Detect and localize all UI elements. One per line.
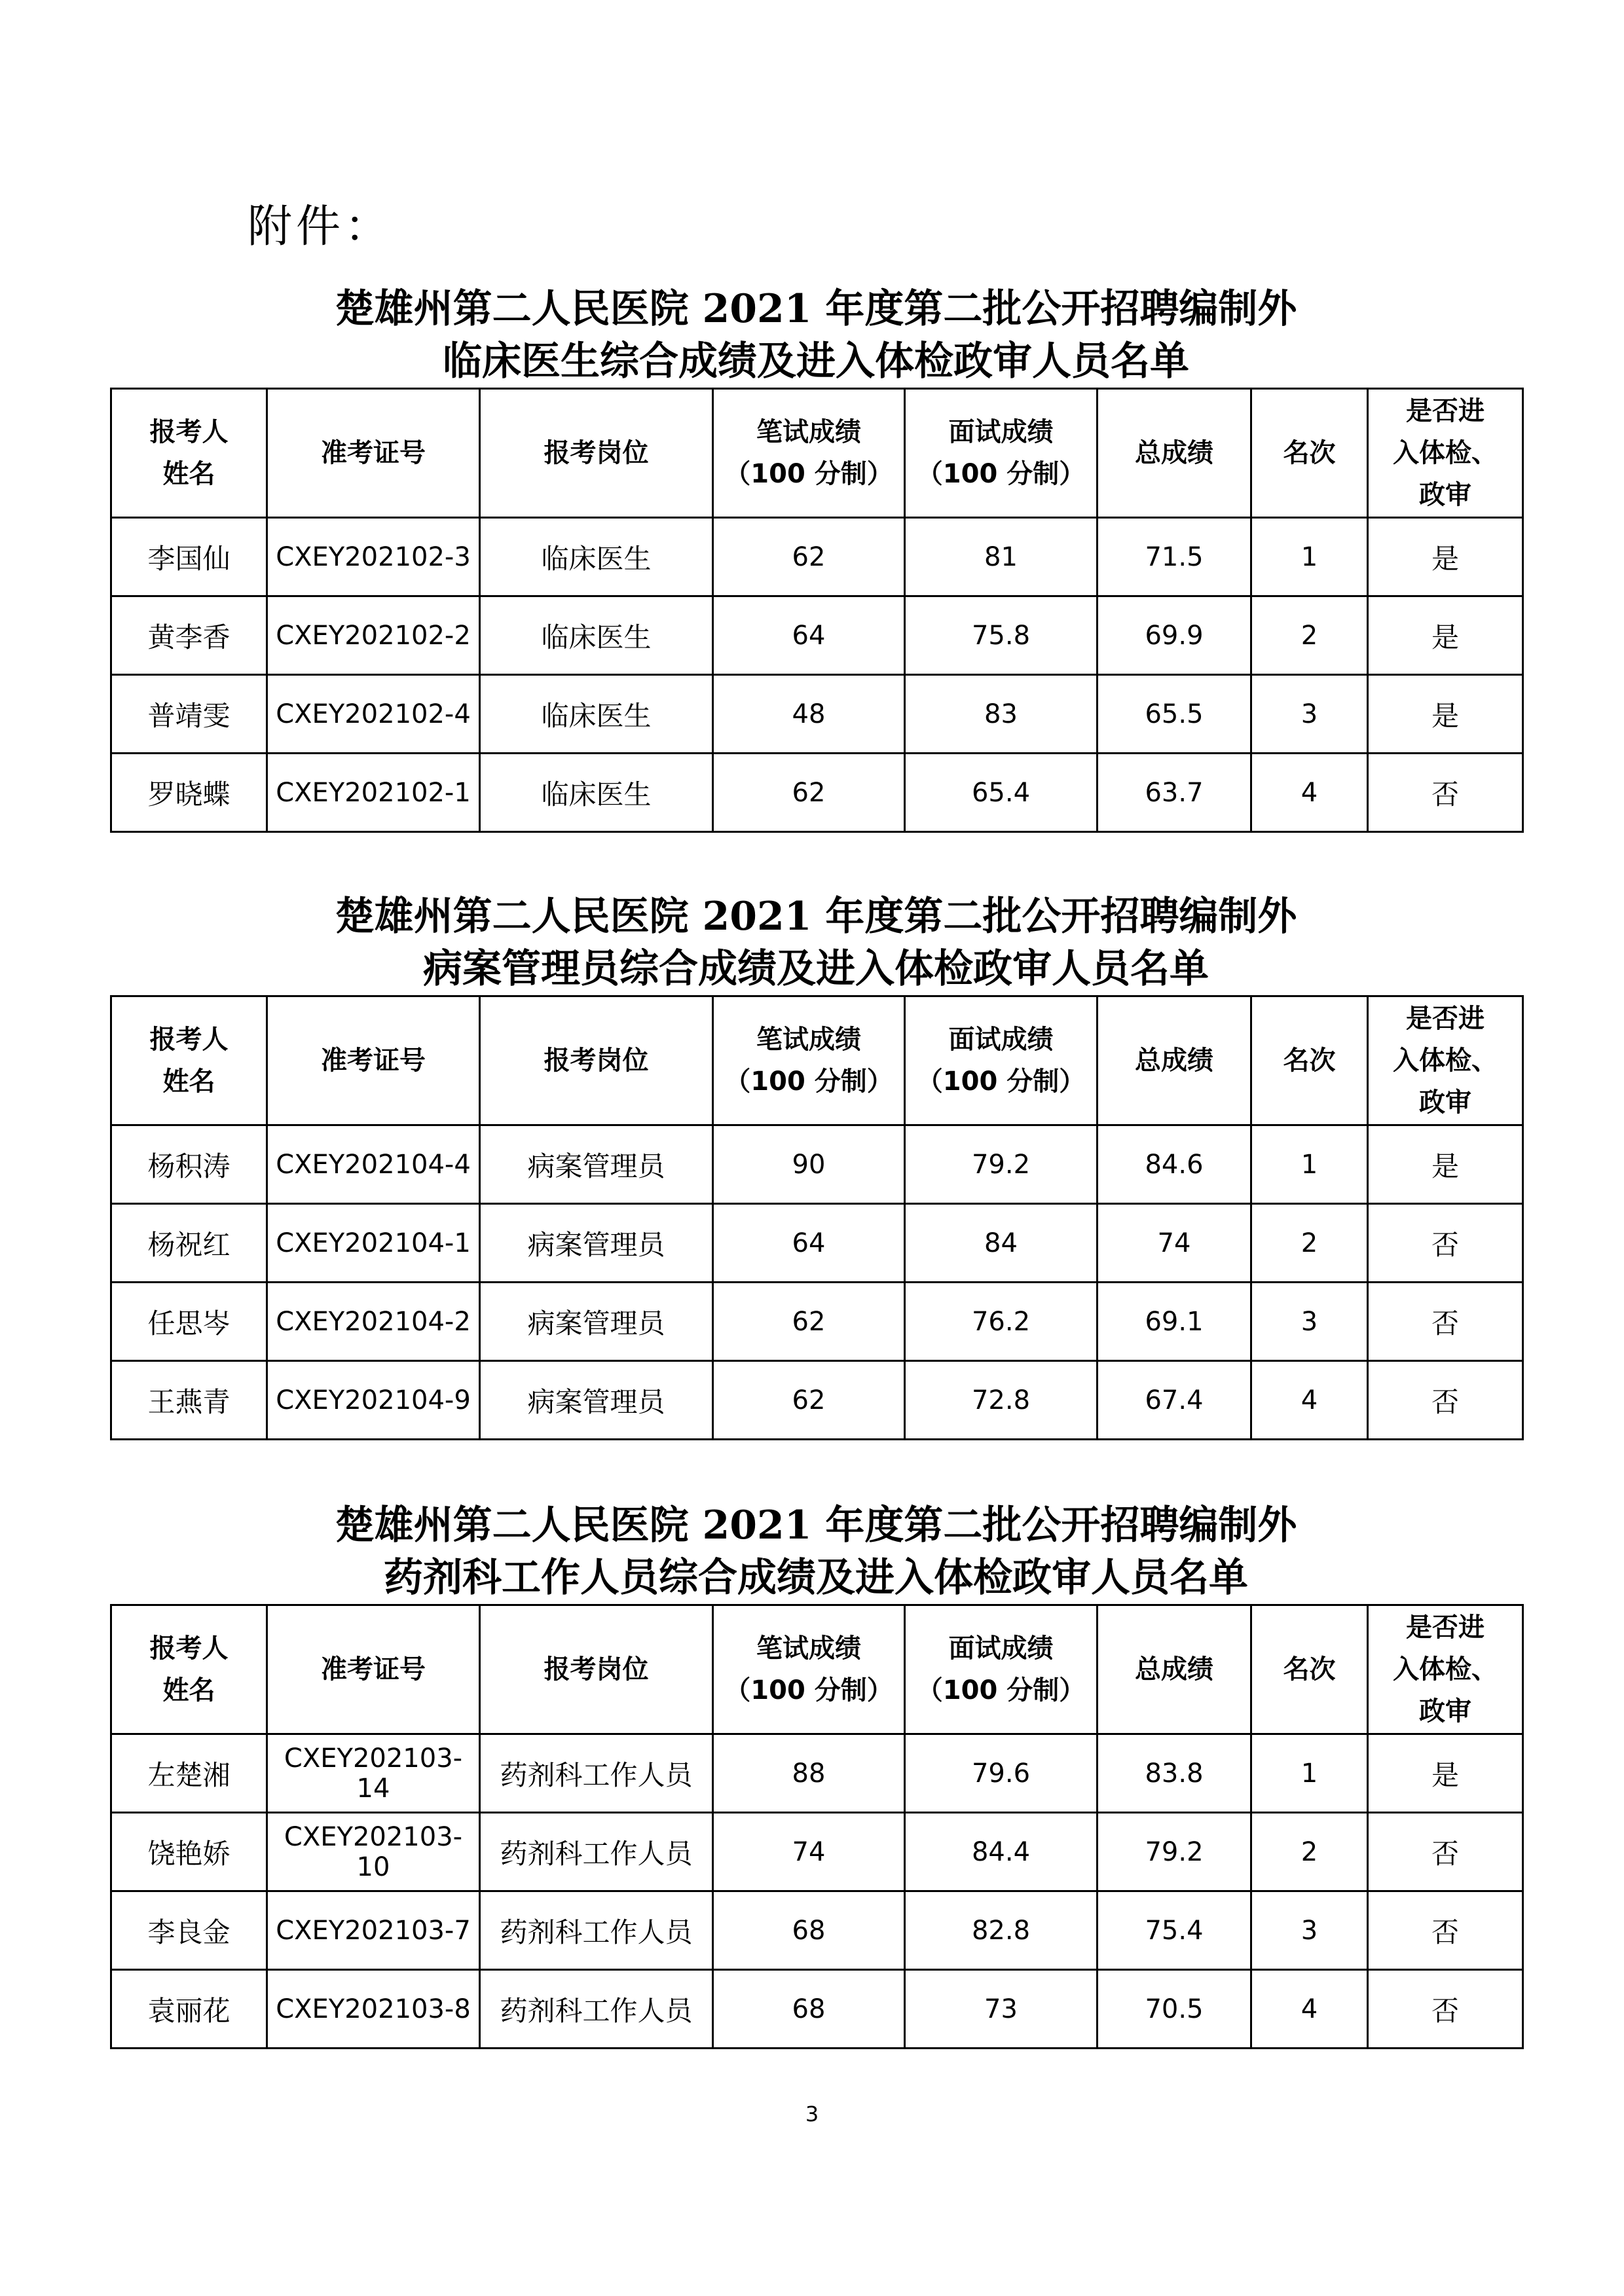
cell-total: 70.5 bbox=[1098, 1970, 1251, 2049]
cell-written: 62 bbox=[713, 1283, 905, 1361]
cell-post: 病案管理员 bbox=[480, 1361, 713, 1440]
cell-interview: 83 bbox=[905, 675, 1098, 754]
cell-name: 左楚湘 bbox=[111, 1734, 267, 1813]
header-line: 报考人 bbox=[149, 417, 229, 447]
section-title-line2: 病案管理员综合成绩及进入体检政审人员名单 bbox=[423, 946, 1209, 992]
cell-name: 任思岑 bbox=[111, 1283, 267, 1361]
table-row bbox=[111, 1734, 1523, 1813]
cell-post: 病案管理员 bbox=[480, 1283, 713, 1361]
header-line: 姓名 bbox=[162, 459, 215, 489]
header-post: 报考岗位 bbox=[480, 389, 713, 518]
cell-written: 62 bbox=[713, 518, 905, 596]
section-title-line1: 楚雄州第二人民医院 2021 年度第二批公开招聘编制外 bbox=[335, 894, 1297, 939]
header-line: 入体检、 bbox=[1393, 1046, 1498, 1076]
header-line: 报考人 bbox=[149, 1025, 229, 1055]
cell-name: 普靖雯 bbox=[111, 675, 267, 754]
cell-enter: 否 bbox=[1368, 1283, 1523, 1361]
cell-name: 饶艳娇 bbox=[111, 1813, 267, 1891]
cell-enter: 否 bbox=[1368, 1891, 1523, 1970]
cell-exam-id: CXEY202102-3 bbox=[267, 518, 480, 596]
cell-enter: 否 bbox=[1368, 1970, 1523, 2049]
header-line: 笔试成绩 bbox=[756, 417, 861, 447]
header-rank: 名次 bbox=[1251, 389, 1368, 518]
header-line: 政审 bbox=[1419, 480, 1471, 510]
cell-total: 84.6 bbox=[1098, 1125, 1251, 1204]
cell-post: 病案管理员 bbox=[480, 1125, 713, 1204]
table-row bbox=[111, 1125, 1523, 1204]
cell-enter: 是 bbox=[1368, 1125, 1523, 1204]
cell-post: 临床医生 bbox=[480, 596, 713, 675]
cell-post: 临床医生 bbox=[480, 518, 713, 596]
cell-interview: 79.2 bbox=[905, 1125, 1098, 1204]
results-table bbox=[110, 995, 1524, 1440]
header-rank: 名次 bbox=[1251, 996, 1368, 1125]
cell-interview: 76.2 bbox=[905, 1283, 1098, 1361]
cell-post: 药剂科工作人员 bbox=[480, 1734, 713, 1813]
cell-rank: 1 bbox=[1251, 518, 1368, 596]
cell-post: 临床医生 bbox=[480, 675, 713, 754]
header-line: 报考人 bbox=[149, 1633, 229, 1664]
cell-exam-id: CXEY202104-1 bbox=[267, 1204, 480, 1283]
cell-interview: 84.4 bbox=[905, 1813, 1098, 1891]
cell-rank: 3 bbox=[1251, 675, 1368, 754]
cell-name: 杨祝红 bbox=[111, 1204, 267, 1283]
cell-total: 71.5 bbox=[1098, 518, 1251, 596]
section-title-line1: 楚雄州第二人民医院 2021 年度第二批公开招聘编制外 bbox=[335, 1503, 1297, 1548]
cell-written: 88 bbox=[713, 1734, 905, 1813]
section-title-line2: 临床医生综合成绩及进入体检政审人员名单 bbox=[443, 338, 1189, 384]
cell-exam-id: CXEY202103-14 bbox=[267, 1734, 480, 1813]
cell-written: 62 bbox=[713, 1361, 905, 1440]
cell-written: 68 bbox=[713, 1970, 905, 2049]
cell-post: 药剂科工作人员 bbox=[480, 1891, 713, 1970]
header-line: 笔试成绩 bbox=[756, 1025, 861, 1055]
cell-interview: 84 bbox=[905, 1204, 1098, 1283]
table-row bbox=[111, 1813, 1523, 1891]
cell-enter: 是 bbox=[1368, 1734, 1523, 1813]
header-interview bbox=[905, 389, 1098, 518]
table-row bbox=[111, 754, 1523, 832]
header-line: 是否进 bbox=[1406, 1004, 1485, 1034]
cell-written: 90 bbox=[713, 1125, 905, 1204]
cell-name: 杨积涛 bbox=[111, 1125, 267, 1204]
header-exam-id: 准考证号 bbox=[267, 996, 480, 1125]
cell-total: 69.1 bbox=[1098, 1283, 1251, 1361]
cell-rank: 3 bbox=[1251, 1891, 1368, 1970]
table-row bbox=[111, 675, 1523, 754]
cell-total: 74 bbox=[1098, 1204, 1251, 1283]
cell-written: 74 bbox=[713, 1813, 905, 1891]
cell-rank: 1 bbox=[1251, 1125, 1368, 1204]
header-line: 笔试成绩 bbox=[756, 1633, 861, 1664]
header-line: 政审 bbox=[1419, 1087, 1471, 1118]
cell-name: 李国仙 bbox=[111, 518, 267, 596]
cell-total: 75.4 bbox=[1098, 1891, 1251, 1970]
header-line: 入体检、 bbox=[1393, 438, 1498, 468]
header-line: 姓名 bbox=[162, 1066, 215, 1097]
results-section bbox=[110, 283, 1522, 833]
cell-name: 袁丽花 bbox=[111, 1970, 267, 2049]
cell-exam-id: CXEY202104-2 bbox=[267, 1283, 480, 1361]
results-table bbox=[110, 388, 1524, 833]
results-table bbox=[110, 1604, 1524, 2049]
cell-name: 李良金 bbox=[111, 1891, 267, 1970]
cell-written: 64 bbox=[713, 596, 905, 675]
section-title-line1: 楚雄州第二人民医院 2021 年度第二批公开招聘编制外 bbox=[335, 286, 1297, 332]
cell-rank: 4 bbox=[1251, 1970, 1368, 2049]
table-row bbox=[111, 1361, 1523, 1440]
cell-interview: 65.4 bbox=[905, 754, 1098, 832]
cell-enter: 否 bbox=[1368, 1204, 1523, 1283]
table-row bbox=[111, 596, 1523, 675]
cell-post: 药剂科工作人员 bbox=[480, 1813, 713, 1891]
cell-total: 63.7 bbox=[1098, 754, 1251, 832]
section-title bbox=[110, 890, 1522, 995]
header-line: （100 分制） bbox=[724, 1675, 893, 1705]
cell-interview: 82.8 bbox=[905, 1891, 1098, 1970]
cell-rank: 2 bbox=[1251, 596, 1368, 675]
header-post: 报考岗位 bbox=[480, 1605, 713, 1734]
cell-total: 79.2 bbox=[1098, 1813, 1251, 1891]
cell-enter: 否 bbox=[1368, 1361, 1523, 1440]
cell-enter: 是 bbox=[1368, 596, 1523, 675]
table-row bbox=[111, 518, 1523, 596]
header-line: 政审 bbox=[1419, 1696, 1471, 1726]
header-post: 报考岗位 bbox=[480, 996, 713, 1125]
cell-written: 48 bbox=[713, 675, 905, 754]
header-line: 入体检、 bbox=[1393, 1654, 1498, 1685]
header-total: 总成绩 bbox=[1098, 389, 1251, 518]
header-written bbox=[713, 996, 905, 1125]
cell-post: 药剂科工作人员 bbox=[480, 1970, 713, 2049]
header-line: （100 分制） bbox=[916, 459, 1086, 489]
header-line: （100 分制） bbox=[724, 1066, 893, 1097]
cell-rank: 4 bbox=[1251, 754, 1368, 832]
header-enter bbox=[1368, 389, 1523, 518]
header-line: 是否进 bbox=[1406, 396, 1485, 426]
header-interview bbox=[905, 1605, 1098, 1734]
cell-interview: 72.8 bbox=[905, 1361, 1098, 1440]
header-written bbox=[713, 1605, 905, 1734]
header-line: 是否进 bbox=[1406, 1613, 1485, 1643]
section-title bbox=[110, 283, 1522, 388]
results-section bbox=[110, 1499, 1522, 2049]
header-name bbox=[111, 1605, 267, 1734]
header-line: 面试成绩 bbox=[948, 1025, 1054, 1055]
table-row bbox=[111, 1970, 1523, 2049]
cell-exam-id: CXEY202102-2 bbox=[267, 596, 480, 675]
header-enter bbox=[1368, 996, 1523, 1125]
cell-rank: 4 bbox=[1251, 1361, 1368, 1440]
header-interview bbox=[905, 996, 1098, 1125]
cell-interview: 73 bbox=[905, 1970, 1098, 2049]
section-title bbox=[110, 1499, 1522, 1604]
cell-interview: 79.6 bbox=[905, 1734, 1098, 1813]
cell-exam-id: CXEY202102-4 bbox=[267, 675, 480, 754]
cell-interview: 75.8 bbox=[905, 596, 1098, 675]
cell-exam-id: CXEY202103-10 bbox=[267, 1813, 480, 1891]
cell-total: 69.9 bbox=[1098, 596, 1251, 675]
header-row bbox=[111, 1605, 1523, 1734]
cell-exam-id: CXEY202103-8 bbox=[267, 1970, 480, 2049]
header-line: 面试成绩 bbox=[948, 417, 1054, 447]
page-number: 3 bbox=[805, 2102, 819, 2126]
cell-total: 67.4 bbox=[1098, 1361, 1251, 1440]
cell-post: 临床医生 bbox=[480, 754, 713, 832]
results-section bbox=[110, 890, 1522, 1440]
cell-total: 65.5 bbox=[1098, 675, 1251, 754]
cell-enter: 否 bbox=[1368, 754, 1523, 832]
cell-post: 病案管理员 bbox=[480, 1204, 713, 1283]
cell-name: 罗晓蝶 bbox=[111, 754, 267, 832]
header-line: （100 分制） bbox=[916, 1066, 1086, 1097]
cell-enter: 是 bbox=[1368, 675, 1523, 754]
cell-written: 62 bbox=[713, 754, 905, 832]
header-written bbox=[713, 389, 905, 518]
header-row bbox=[111, 389, 1523, 518]
cell-written: 68 bbox=[713, 1891, 905, 1970]
header-rank: 名次 bbox=[1251, 1605, 1368, 1734]
cell-name: 黄李香 bbox=[111, 596, 267, 675]
cell-name: 王燕青 bbox=[111, 1361, 267, 1440]
cell-exam-id: CXEY202102-1 bbox=[267, 754, 480, 832]
header-name bbox=[111, 996, 267, 1125]
table-row bbox=[111, 1891, 1523, 1970]
cell-rank: 3 bbox=[1251, 1283, 1368, 1361]
header-exam-id: 准考证号 bbox=[267, 389, 480, 518]
cell-rank: 2 bbox=[1251, 1204, 1368, 1283]
cell-total: 83.8 bbox=[1098, 1734, 1251, 1813]
table-row bbox=[111, 1204, 1523, 1283]
table-row bbox=[111, 1283, 1523, 1361]
header-total: 总成绩 bbox=[1098, 996, 1251, 1125]
section-title-line2: 药剂科工作人员综合成绩及进入体检政审人员名单 bbox=[384, 1555, 1248, 1601]
cell-interview: 81 bbox=[905, 518, 1098, 596]
cell-enter: 是 bbox=[1368, 518, 1523, 596]
cell-written: 64 bbox=[713, 1204, 905, 1283]
header-line: （100 分制） bbox=[724, 459, 893, 489]
header-name bbox=[111, 389, 267, 518]
header-total: 总成绩 bbox=[1098, 1605, 1251, 1734]
header-line: 面试成绩 bbox=[948, 1633, 1054, 1664]
header-enter bbox=[1368, 1605, 1523, 1734]
header-line: 姓名 bbox=[162, 1675, 215, 1705]
annex-label: 附件： bbox=[248, 201, 394, 253]
header-row bbox=[111, 996, 1523, 1125]
cell-rank: 2 bbox=[1251, 1813, 1368, 1891]
cell-exam-id: CXEY202104-4 bbox=[267, 1125, 480, 1204]
cell-exam-id: CXEY202104-9 bbox=[267, 1361, 480, 1440]
cell-rank: 1 bbox=[1251, 1734, 1368, 1813]
cell-exam-id: CXEY202103-7 bbox=[267, 1891, 480, 1970]
header-exam-id: 准考证号 bbox=[267, 1605, 480, 1734]
header-line: （100 分制） bbox=[916, 1675, 1086, 1705]
cell-enter: 否 bbox=[1368, 1813, 1523, 1891]
